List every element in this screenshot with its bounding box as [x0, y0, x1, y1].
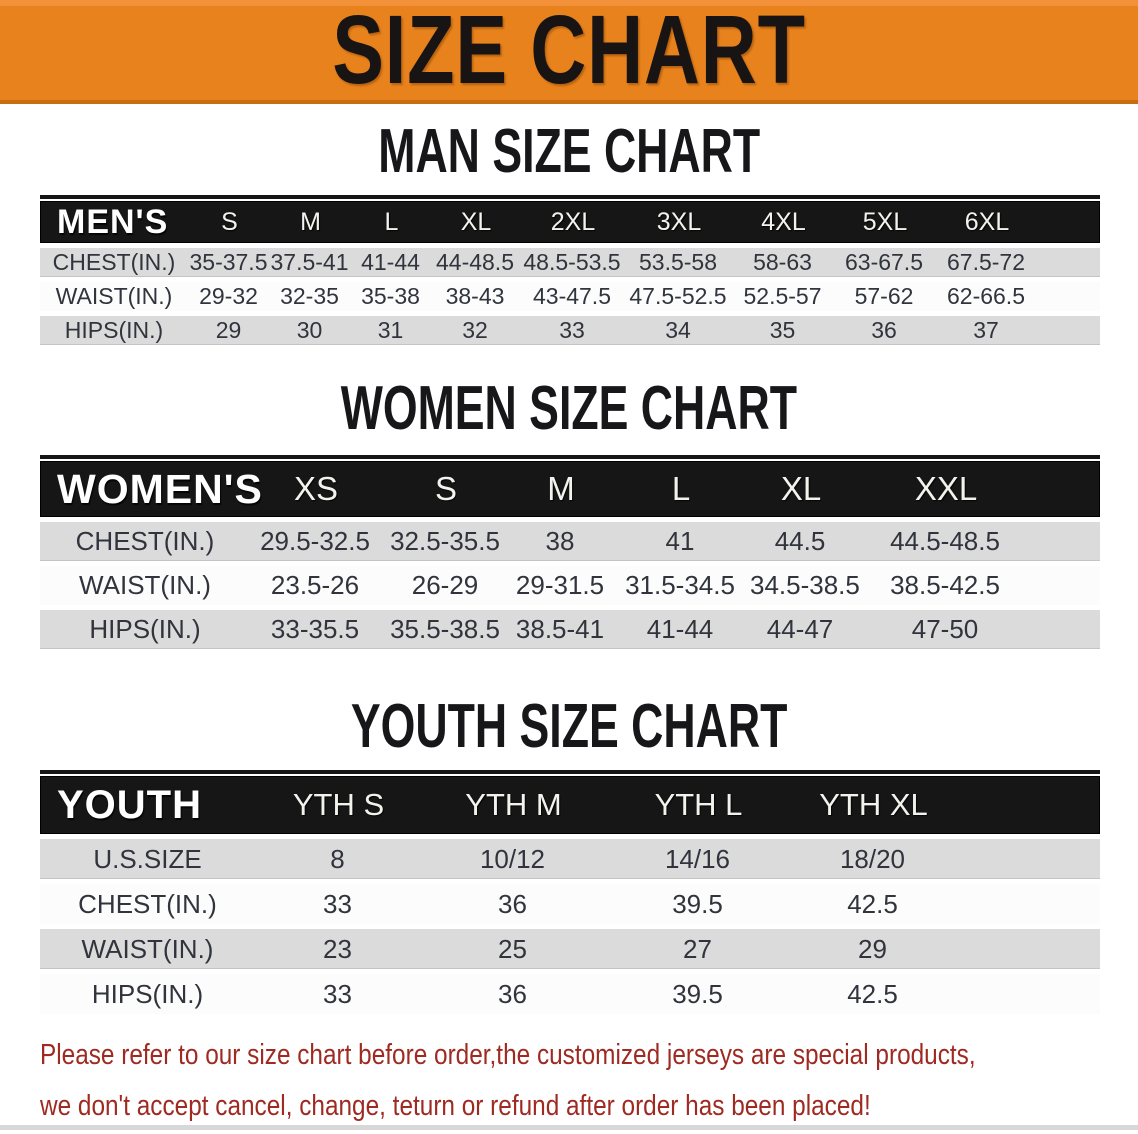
table-header-row [40, 201, 1100, 243]
measure-value-cell: 41-44 [361, 249, 420, 275]
measure-value-cell: 32 [462, 317, 488, 343]
measure-value-cell: 26-29 [411, 570, 479, 600]
measure-value-cell: 47.5-52.5 [629, 283, 727, 309]
measure-value-cell: 30 [296, 317, 323, 343]
banner [0, 0, 1138, 104]
measure-label-cell: CHEST(IN.) [78, 888, 217, 919]
measure-value-cell: 29 [215, 317, 242, 343]
size-column-header: 2XL [550, 207, 596, 236]
measure-value-cell: 31 [377, 317, 404, 343]
measure-value-cell: 32.5-35.5 [390, 526, 500, 556]
measure-label-cell: U.S.SIZE [93, 843, 202, 874]
measure-value-cell: 23.5-26 [270, 570, 360, 600]
man-section-title-text: MAN SIZE CHART [378, 117, 760, 186]
measure-value-cell: 43-47.5 [532, 283, 611, 309]
table-row [40, 884, 1100, 924]
women-size-section [0, 374, 1138, 649]
disclaimer-line-2: we don't accept cancel, change, teturn or refund after order has been placed! [40, 1090, 871, 1122]
youth-section-title [0, 692, 1138, 761]
women-size-table [40, 455, 1100, 649]
size-column-header: M [547, 470, 575, 507]
measure-value-cell: 47-50 [911, 614, 979, 644]
size-column-header: XS [293, 470, 339, 507]
table-row [40, 566, 1100, 605]
measure-value-cell: 39.5 [672, 978, 723, 1009]
measure-value-cell: 27 [683, 933, 712, 964]
measure-value-cell: 41-44 [646, 614, 714, 644]
measure-value-cell: 36 [871, 317, 897, 343]
size-column-header: 3XL [656, 207, 702, 236]
size-column-header: XL [780, 470, 822, 507]
measure-value-cell: 38-43 [445, 283, 505, 309]
measure-label-cell: WAIST(IN.) [79, 570, 211, 600]
table-row [40, 522, 1100, 561]
measure-value-cell: 63-67.5 [844, 249, 923, 275]
measure-value-cell: 35 [769, 317, 796, 343]
table-title-cell: YOUTH [57, 782, 202, 827]
measure-value-cell: 34.5-38.5 [750, 570, 860, 600]
table-row [40, 929, 1100, 969]
measure-value-cell: 42.5 [847, 888, 898, 919]
women-section-title [0, 374, 1138, 443]
measure-value-cell: 14/16 [664, 843, 731, 874]
measure-value-cell: 38.5-41 [515, 614, 605, 644]
measure-value-cell: 35-38 [361, 283, 420, 309]
table-row [40, 248, 1100, 277]
table-title-cell: WOMEN'S [57, 465, 263, 512]
measure-value-cell: 10/12 [479, 843, 546, 874]
youth-size-table [40, 770, 1100, 1014]
measure-value-cell: 31.5-34.5 [625, 570, 735, 600]
measure-value-cell: 58-63 [753, 249, 812, 275]
measure-value-cell: 39.5 [672, 888, 723, 919]
measure-value-cell: 48.5-53.5 [523, 249, 621, 275]
measure-value-cell: 36 [498, 888, 527, 919]
measure-label-cell: CHEST(IN.) [75, 526, 215, 556]
disclaimer-paragraph-1 [40, 1032, 1138, 1083]
measure-value-cell: 44-47 [766, 614, 834, 644]
size-column-header: YTH S [292, 787, 385, 822]
measure-value-cell: 52.5-57 [743, 283, 822, 309]
table-row [40, 974, 1100, 1014]
table-row [40, 610, 1100, 649]
size-column-header: S [221, 207, 238, 236]
size-column-header: XL [460, 207, 492, 236]
size-column-header: M [300, 207, 321, 236]
measure-value-cell: 37 [973, 317, 999, 343]
measure-value-cell: 62-66.5 [946, 283, 1025, 309]
size-column-header: L [384, 207, 399, 236]
size-column-header: YTH M [465, 787, 562, 822]
measure-value-cell: 25 [498, 933, 527, 964]
measure-value-cell: 44-48.5 [435, 249, 514, 275]
disclaimer-line-1: Please refer to our size chart before order,the customized jerseys are special products, [40, 1039, 976, 1071]
measure-value-cell: 29.5-32.5 [260, 526, 370, 556]
measure-value-cell: 57-62 [854, 283, 914, 309]
measure-label-cell: HIPS(IN.) [64, 317, 164, 343]
size-column-header: 6XL [964, 207, 1010, 236]
measure-value-cell: 38 [545, 526, 575, 556]
measure-value-cell: 37.5-41 [270, 249, 349, 275]
measure-value-cell: 35.5-38.5 [390, 614, 500, 644]
youth-section-title-text: YOUTH SIZE CHART [350, 692, 788, 761]
measure-label-cell: CHEST(IN.) [52, 249, 176, 275]
measure-value-cell: 35-37.5 [189, 249, 268, 275]
measure-value-cell: 18/20 [839, 843, 906, 874]
measure-value-cell: 38.5-42.5 [890, 570, 1000, 600]
measure-value-cell: 36 [498, 978, 527, 1009]
measure-value-cell: 32-35 [280, 283, 339, 309]
measure-label-cell: HIPS(IN.) [91, 978, 204, 1009]
measure-value-cell: 29 [858, 933, 887, 964]
measure-label-cell: WAIST(IN.) [81, 933, 214, 964]
table-title-cell: MEN'S [57, 202, 169, 241]
men-size-table [40, 195, 1100, 345]
measure-value-cell: 29-32 [199, 283, 258, 309]
size-column-header: YTH XL [819, 787, 928, 822]
measure-label-cell: WAIST(IN.) [55, 283, 173, 309]
measure-value-cell: 33 [323, 888, 352, 919]
measure-value-cell: 53.5-58 [638, 249, 717, 275]
measure-value-cell: 41 [665, 526, 695, 556]
table-header-row [40, 776, 1100, 834]
measure-value-cell: 33-35.5 [270, 614, 360, 644]
measure-value-cell: 8 [330, 843, 345, 874]
measure-value-cell: 29-31.5 [515, 570, 605, 600]
size-column-header: 4XL [761, 207, 806, 236]
banner-title: SIZE CHART [332, 0, 806, 104]
measure-value-cell: 33 [559, 317, 585, 343]
measure-value-cell: 33 [323, 978, 352, 1009]
measure-value-cell: 44.5 [774, 526, 826, 556]
size-column-header: XXL [914, 470, 978, 507]
table-row [40, 316, 1100, 345]
measure-label-cell: HIPS(IN.) [89, 614, 201, 644]
measure-value-cell: 67.5-72 [946, 249, 1025, 275]
table-row [40, 839, 1100, 879]
size-column-header: 5XL [862, 207, 908, 236]
man-section-title [0, 117, 1138, 186]
size-column-header: S [434, 470, 457, 507]
measure-value-cell: 23 [323, 933, 352, 964]
table-row [40, 282, 1100, 311]
youth-size-section [0, 692, 1138, 1014]
size-column-header: L [671, 470, 691, 507]
women-section-title-text: WOMEN SIZE CHART [340, 374, 798, 443]
measure-value-cell: 42.5 [847, 978, 898, 1009]
man-size-section [0, 117, 1138, 345]
measure-value-cell: 34 [665, 317, 691, 343]
table-header-row [40, 461, 1100, 517]
size-column-header: YTH L [654, 787, 743, 822]
disclaimer-note [40, 1032, 1138, 1134]
bottom-strip [0, 1125, 1138, 1130]
measure-value-cell: 44.5-48.5 [890, 526, 1000, 556]
